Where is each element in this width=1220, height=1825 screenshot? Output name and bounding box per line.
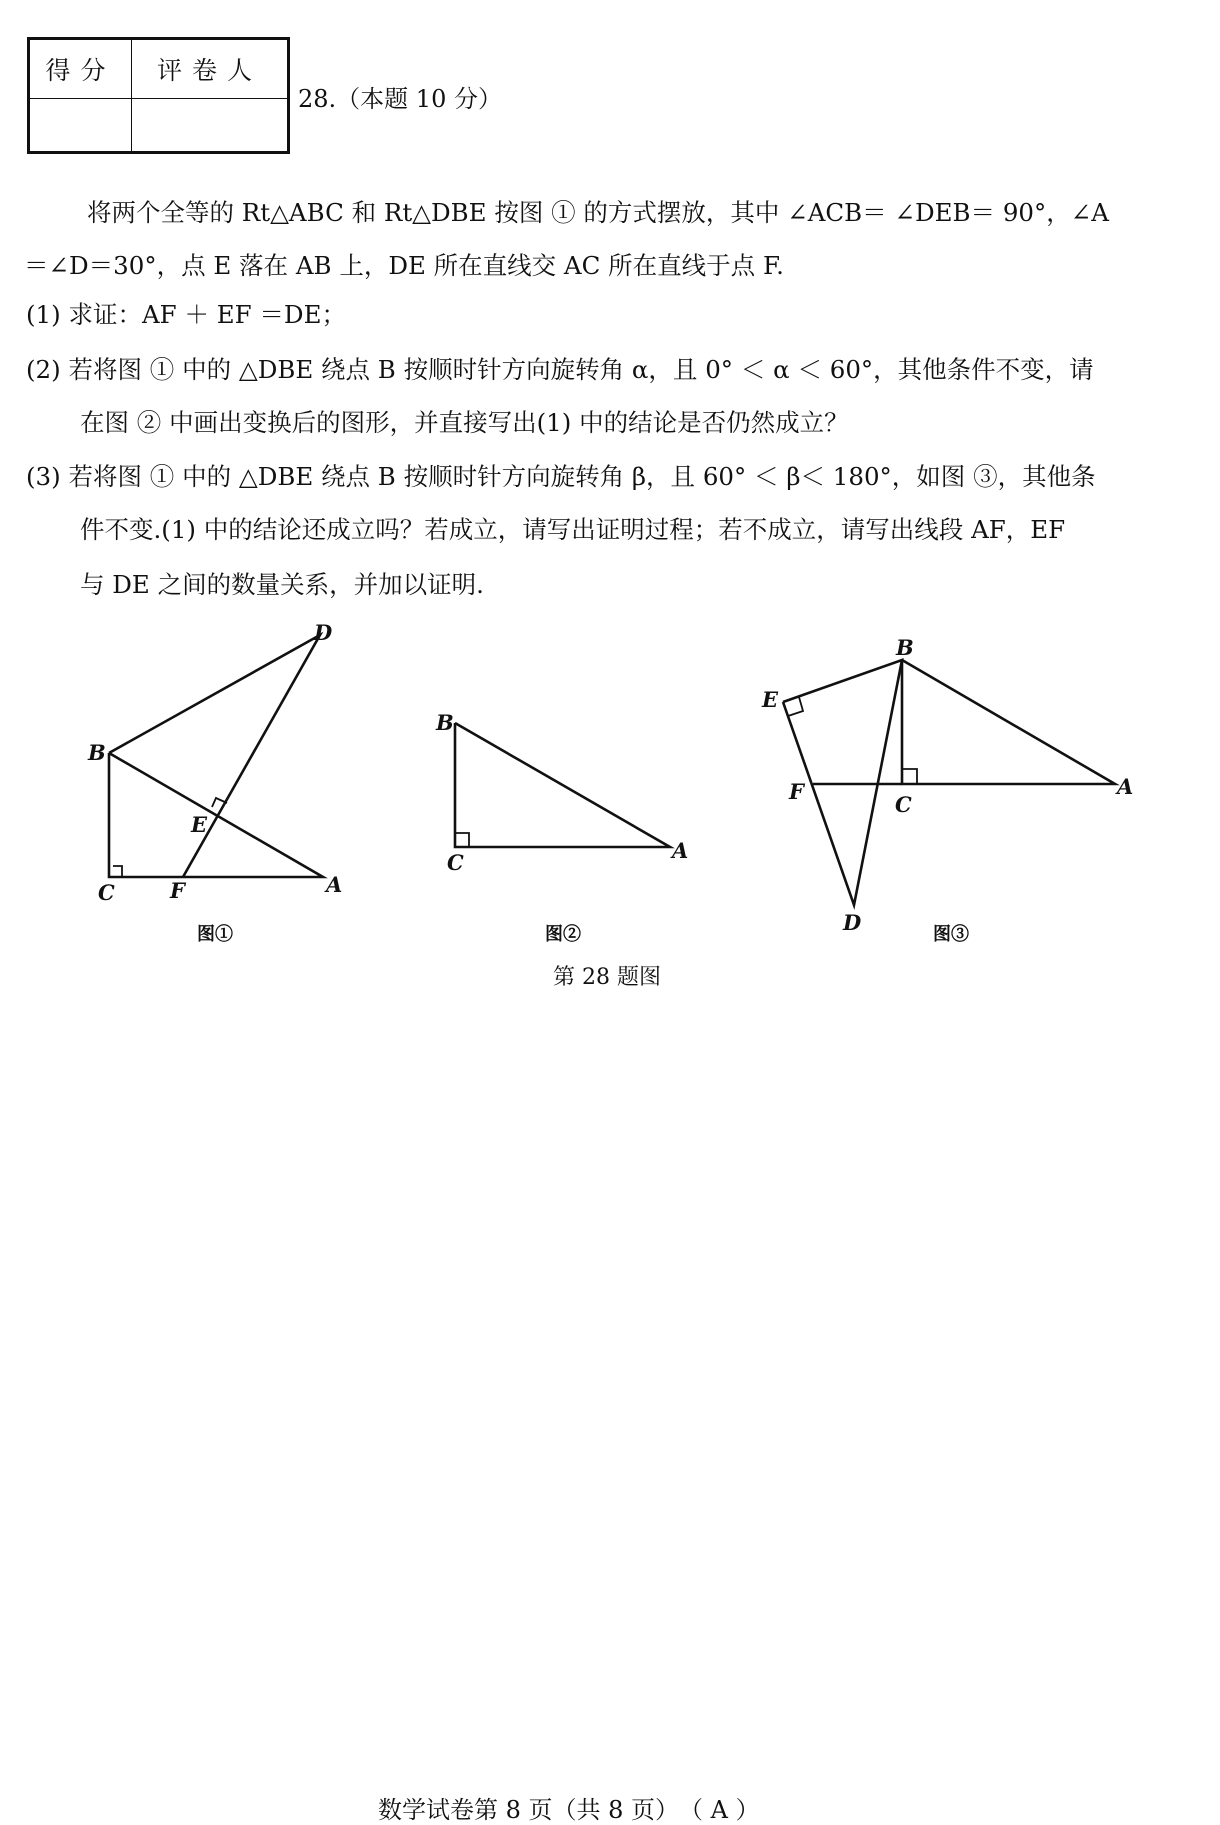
fig1-label-a: A <box>326 872 343 897</box>
right-angle-c-2 <box>455 833 469 847</box>
fig3-label-c: C <box>895 792 912 817</box>
fig3-caption: 图③ <box>933 924 969 945</box>
fig3-label-e: E <box>762 687 779 712</box>
figures <box>0 600 1220 950</box>
question-heading: 28.（本题 10 分） <box>298 85 502 113</box>
figure-caption: 第 28 题图 <box>553 965 661 990</box>
score-header: 得分 <box>30 40 132 99</box>
fig3-label-b: B <box>896 635 914 660</box>
part-3-line-2: 件不变.(1) 中的结论还成立吗？若成立，请写出证明过程；若不成立，请写出线段 AF，EF <box>80 515 1066 544</box>
fig2-caption: 图② <box>545 924 581 945</box>
fig2-label-a: A <box>672 838 689 863</box>
figure-3 <box>783 660 1115 905</box>
grader-header: 评卷人 <box>132 40 287 99</box>
intro-line-2: ＝∠D＝30°，点 E 落在 AB 上，DE 所在直线交 AC 所在直线于点 F. <box>24 251 784 280</box>
triangle-dbe-lines <box>109 635 320 877</box>
grader-cell[interactable] <box>132 99 287 151</box>
intro-line-1: 将两个全等的 Rt△ABC 和 Rt△DBE 按图 ① 的方式摆放，其中 ∠ACB＝ ∠DEB＝ 90°，∠A <box>87 198 1109 227</box>
fig1-label-b: B <box>88 740 106 765</box>
part-1: (1) 求证：AF ＋ EF ＝DE； <box>26 300 346 329</box>
score-table <box>27 37 290 154</box>
fig1-label-f: F <box>170 878 185 903</box>
part-3-line-3: 与 DE 之间的数量关系，并加以证明. <box>80 570 484 599</box>
fig1-label-d: D <box>314 620 333 645</box>
fig3-label-d: D <box>843 910 862 935</box>
triangle-abc <box>109 753 323 877</box>
fig2-label-c: C <box>447 850 464 875</box>
triangle-abc-2 <box>455 723 670 847</box>
fig2-label-b: B <box>436 710 454 735</box>
figure-1 <box>109 635 323 877</box>
part-3-line-1: (3) 若将图 ① 中的 △DBE 绕点 B 按顺时针方向旋转角 β，且 60° ＜ β＜ 180°，如图 ③，其他条 <box>26 462 1096 491</box>
page-footer: 数学试卷第 8 页（共 8 页） （ A ） <box>378 1796 760 1824</box>
fig1-caption: 图① <box>197 924 233 945</box>
fig3-label-f: F <box>789 779 804 804</box>
right-angle-c-3 <box>902 769 917 784</box>
part-2-line-2: 在图 ② 中画出变换后的图形，并直接写出(1) 中的结论是否仍然成立？ <box>80 408 849 437</box>
fig3-label-a: A <box>1117 774 1134 799</box>
fig1-label-e: E <box>191 812 208 837</box>
part-2-line-1: (2) 若将图 ① 中的 △DBE 绕点 B 按顺时针方向旋转角 α，且 0° ＜ α ＜ 60°，其他条件不变，请 <box>26 355 1094 384</box>
score-cell[interactable] <box>30 99 132 151</box>
triangle-abc-3 <box>902 660 1115 784</box>
right-angle-c <box>113 866 122 877</box>
figure-2 <box>455 723 670 847</box>
fig1-label-c: C <box>98 880 115 905</box>
